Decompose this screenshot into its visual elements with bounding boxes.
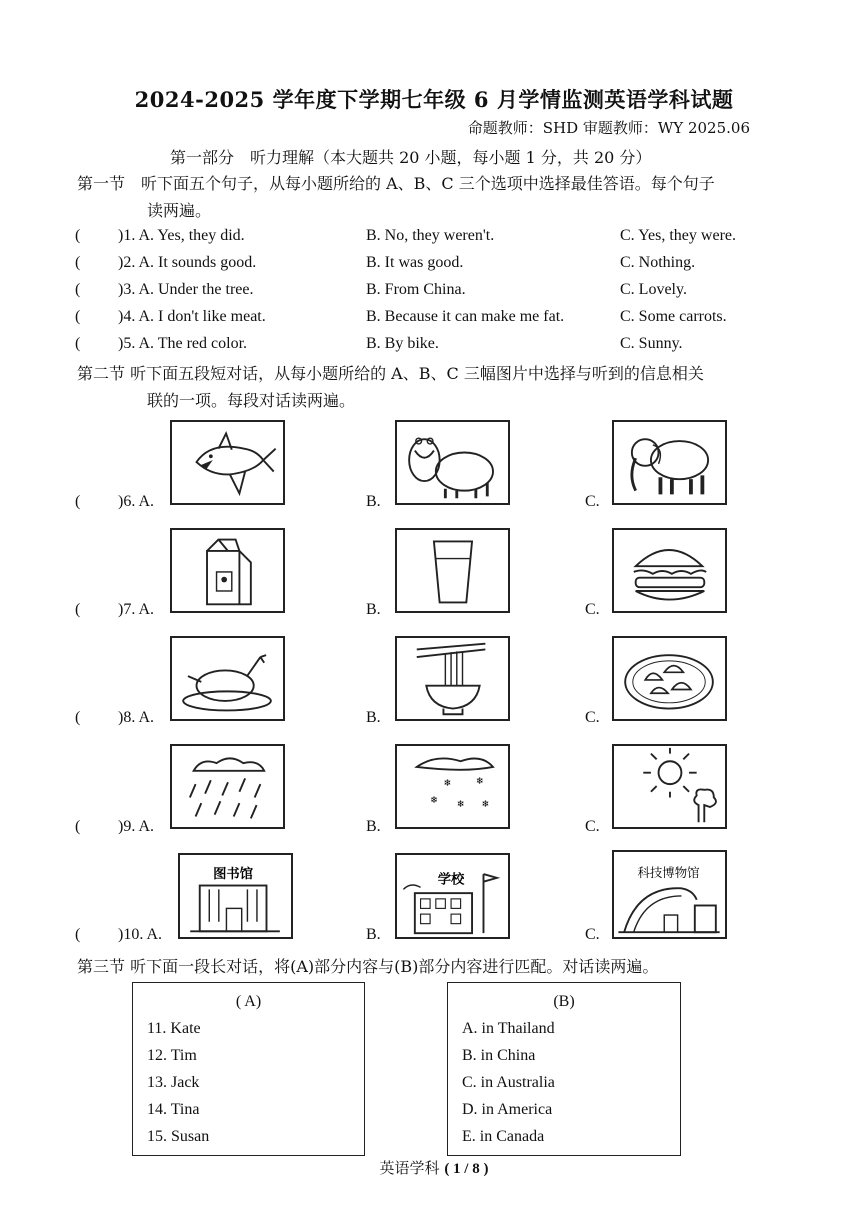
- option-b-label: B.: [366, 601, 381, 618]
- svg-text:❄: ❄: [481, 798, 490, 810]
- list-item: 11. Kate: [147, 1020, 201, 1037]
- rainy-weather-picture[interactable]: [170, 744, 285, 829]
- hamburger-icon: [614, 530, 725, 611]
- science-museum-picture[interactable]: [612, 850, 727, 939]
- section2-instructions: [77, 360, 797, 414]
- answer-blank[interactable]: (: [75, 709, 81, 726]
- library-label: 图书馆: [213, 866, 254, 882]
- question-3-option-b: B. From China.: [366, 281, 466, 298]
- option-b-label: B.: [366, 818, 381, 835]
- list-item: D. in America: [462, 1101, 553, 1118]
- answer-blank[interactable]: (: [75, 818, 81, 835]
- answer-blank[interactable]: (: [75, 281, 81, 298]
- elephant-picture[interactable]: [612, 420, 727, 505]
- list-item: 12. Tim: [147, 1047, 197, 1064]
- list-item: C. in Australia: [462, 1074, 555, 1091]
- school-building-icon: [397, 855, 508, 937]
- svg-text:❄: ❄: [443, 778, 452, 790]
- section1-line2: 读两遍。: [147, 201, 212, 220]
- rain-cloud-icon: [172, 746, 283, 827]
- question-7: )7. A.: [118, 601, 154, 618]
- option-c-label: C.: [585, 926, 600, 943]
- school-picture[interactable]: [395, 853, 510, 939]
- question-3: )3. A. Under the tree.: [118, 281, 254, 298]
- option-b-label: B.: [366, 709, 381, 726]
- sun-icon: [614, 746, 725, 827]
- box-a-header: ( A): [235, 993, 262, 1010]
- question-4-option-b: B. Because it can make me fat.: [366, 308, 565, 325]
- question-5: )5. A. The red color.: [118, 335, 248, 352]
- question-8: )8. A.: [118, 709, 154, 726]
- question-5-option-c: C. Sunny.: [620, 335, 683, 352]
- footer-subject: 英语学科: [379, 1159, 440, 1177]
- question-1: )1. A. Yes, they did.: [118, 227, 245, 244]
- shark-icon: [172, 422, 283, 503]
- section1-line1: 第一节 听下面五个句子，从每小题所给的 A、B、C 三个选项中选择最佳答语。每个句子: [77, 174, 715, 193]
- question-4: )4. A. I don't like meat.: [118, 308, 266, 325]
- box-b-header: (B): [553, 993, 575, 1010]
- question-2-option-b: B. It was good.: [366, 254, 464, 271]
- snowy-weather-picture[interactable]: [395, 744, 510, 829]
- option-b-label: B.: [366, 493, 381, 510]
- option-b-label: B.: [366, 926, 381, 943]
- answer-blank[interactable]: (: [75, 227, 81, 244]
- question-4-option-c: C. Some carrots.: [620, 308, 727, 325]
- answer-blank[interactable]: (: [75, 335, 81, 352]
- snow-cloud-icon: [397, 746, 508, 827]
- answer-blank[interactable]: (: [75, 493, 81, 510]
- roast-chicken-picture[interactable]: [170, 636, 285, 721]
- question-9: )9. A.: [118, 818, 154, 835]
- option-c-label: C.: [585, 493, 600, 510]
- question-1-option-b: B. No, they weren't.: [366, 227, 495, 244]
- list-item: A. in Thailand: [462, 1020, 555, 1037]
- answer-blank[interactable]: (: [75, 926, 81, 943]
- list-item: E. in Canada: [462, 1128, 545, 1145]
- option-c-label: C.: [585, 818, 600, 835]
- answer-blank[interactable]: (: [75, 601, 81, 618]
- glass-of-water-picture[interactable]: [395, 528, 510, 613]
- teacher-info: 命题教师：SHD 审题教师：WY 2025.06: [467, 119, 750, 137]
- page-number: ( 1 / 8 ): [444, 1161, 489, 1177]
- section2-line1: 第二节 听下面五段短对话，从每小题所给的 A、B、C 三幅图片中选择与听到的信息相关: [77, 364, 704, 383]
- hamburger-picture[interactable]: [612, 528, 727, 613]
- matching-box-b: [447, 982, 681, 1156]
- matching-box-a: [132, 982, 365, 1156]
- list-item: 13. Jack: [147, 1074, 200, 1091]
- question-3-option-c: C. Lovely.: [620, 281, 687, 298]
- library-building-icon: [180, 855, 291, 937]
- question-6: )6. A.: [118, 493, 154, 510]
- page-footer: [0, 1157, 868, 1178]
- question-2: )2. A. It sounds good.: [118, 254, 257, 271]
- option-c-label: C.: [585, 601, 600, 618]
- question-1-option-c: C. Yes, they were.: [620, 227, 736, 244]
- noodles-picture[interactable]: [395, 636, 510, 721]
- part1-heading: 第一部分 听力理解（本大题共 20 小题，每小题 1 分，共 20 分）: [170, 148, 652, 167]
- hippo-icon: [397, 422, 508, 503]
- museum-label: 科技博物馆: [637, 864, 700, 880]
- elephant-icon: [614, 422, 725, 503]
- section1-instructions: [77, 170, 797, 224]
- noodles-icon: [397, 638, 508, 719]
- question-2-option-c: C. Nothing.: [620, 254, 696, 271]
- answer-blank[interactable]: (: [75, 308, 81, 325]
- dumplings-picture[interactable]: [612, 636, 727, 721]
- list-item: 14. Tina: [147, 1101, 200, 1118]
- museum-building-icon: [614, 852, 725, 937]
- section3-instructions: 第三节 听下面一段长对话，将(A)部分内容与(B)部分内容进行匹配。对话读两遍。: [77, 957, 659, 976]
- sunny-weather-picture[interactable]: [612, 744, 727, 829]
- milk-carton-picture[interactable]: [170, 528, 285, 613]
- list-item: 15. Susan: [147, 1128, 210, 1145]
- shark-picture[interactable]: [170, 420, 285, 505]
- option-c-label: C.: [585, 709, 600, 726]
- dumplings-icon: [614, 638, 725, 719]
- list-item: B. in China: [462, 1047, 536, 1064]
- question-5-option-b: B. By bike.: [366, 335, 439, 352]
- svg-text:❄: ❄: [430, 795, 439, 807]
- section2-line2: 联的一项。每段对话读两遍。: [147, 391, 356, 410]
- chicken-icon: [172, 638, 283, 719]
- milk-carton-icon: [172, 530, 283, 611]
- exam-title: 2024-2025 学年度下学期七年级 6 月学情监测英语学科试题: [134, 87, 734, 112]
- svg-text:❄: ❄: [475, 776, 484, 788]
- library-picture[interactable]: [178, 853, 293, 939]
- answer-blank[interactable]: (: [75, 254, 81, 271]
- school-label: 学校: [437, 872, 465, 888]
- svg-text:❄: ❄: [456, 798, 465, 810]
- hippo-picture[interactable]: [395, 420, 510, 505]
- glass-icon: [397, 530, 508, 611]
- question-10: )10. A.: [118, 926, 162, 943]
